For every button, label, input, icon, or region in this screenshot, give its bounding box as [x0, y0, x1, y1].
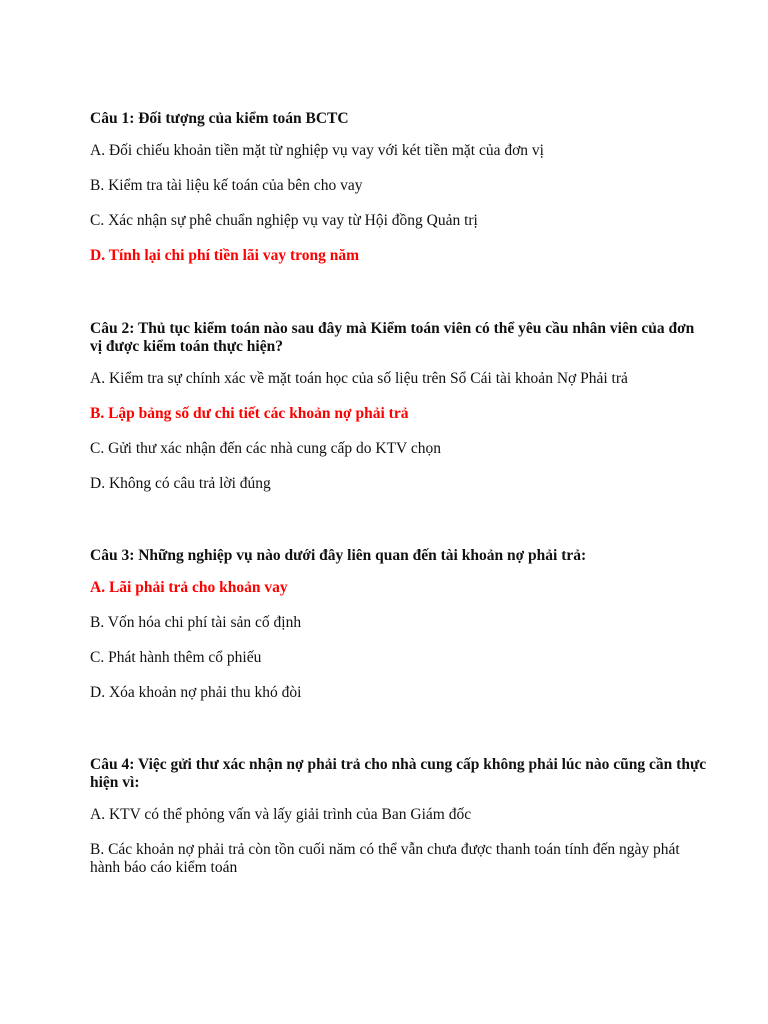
option-a: A. Kiểm tra sự chính xác về mặt toán học của số liệu trên Sổ Cái tài khoản Nợ Phải trả [90, 370, 628, 387]
question-2 [90, 320, 708, 510]
option-a-correct-answer: A. Lãi phải trả cho khoản vay [90, 579, 288, 596]
option-d: D. Xóa khoản nợ phải thu khó đòi [90, 684, 302, 701]
question-title: Câu 3: Những nghiệp vụ nào dưới đây liên quan đến tài khoản nợ phải trả: [90, 547, 587, 564]
question-title: Câu 1: Đối tượng của kiểm toán BCTC [90, 110, 349, 127]
option-a: A. KTV có thể phỏng vấn và lấy giải trình của Ban Giám đốc [90, 806, 472, 823]
question-3 [90, 547, 708, 719]
option-c: C. Phát hành thêm cổ phiếu [90, 649, 262, 666]
option-b: B. Các khoản nợ phải trả còn tồn cuối năm có thể vẫn chưa được thanh toán tính đến ngày phát hành báo cáo kiểm toán [90, 841, 680, 876]
option-c: C. Gửi thư xác nhận đến các nhà cung cấp do KTV chọn [90, 440, 441, 457]
question-title: Câu 2: Thủ tục kiểm toán nào sau đây mà Kiểm toán viên có thể yêu cầu nhân viên của đơn vị được kiểm toán thực hiện? [90, 320, 695, 355]
option-d: D. Không có câu trả lời đúng [90, 475, 271, 492]
option-d-correct-answer: D. Tính lại chi phí tiền lãi vay trong năm [90, 247, 360, 264]
option-b: B. Kiểm tra tài liệu kế toán của bên cho vay [90, 177, 363, 194]
question-4 [90, 756, 708, 894]
option-b: B. Vốn hóa chi phí tài sản cố định [90, 614, 302, 631]
option-c: C. Xác nhận sự phê chuẩn nghiệp vụ vay từ Hội đồng Quản trị [90, 212, 478, 229]
option-b-correct-answer: B. Lập bảng số dư chi tiết các khoản nợ phải trả [90, 405, 409, 422]
question-title: Câu 4: Việc gửi thư xác nhận nợ phải trả cho nhà cung cấp không phải lúc nào cũng cần thực hiện vì: [90, 756, 707, 791]
question-1 [90, 110, 708, 282]
option-a: A. Đối chiếu khoản tiền mặt từ nghiệp vụ vay với két tiền mặt của đơn vị [90, 142, 544, 159]
